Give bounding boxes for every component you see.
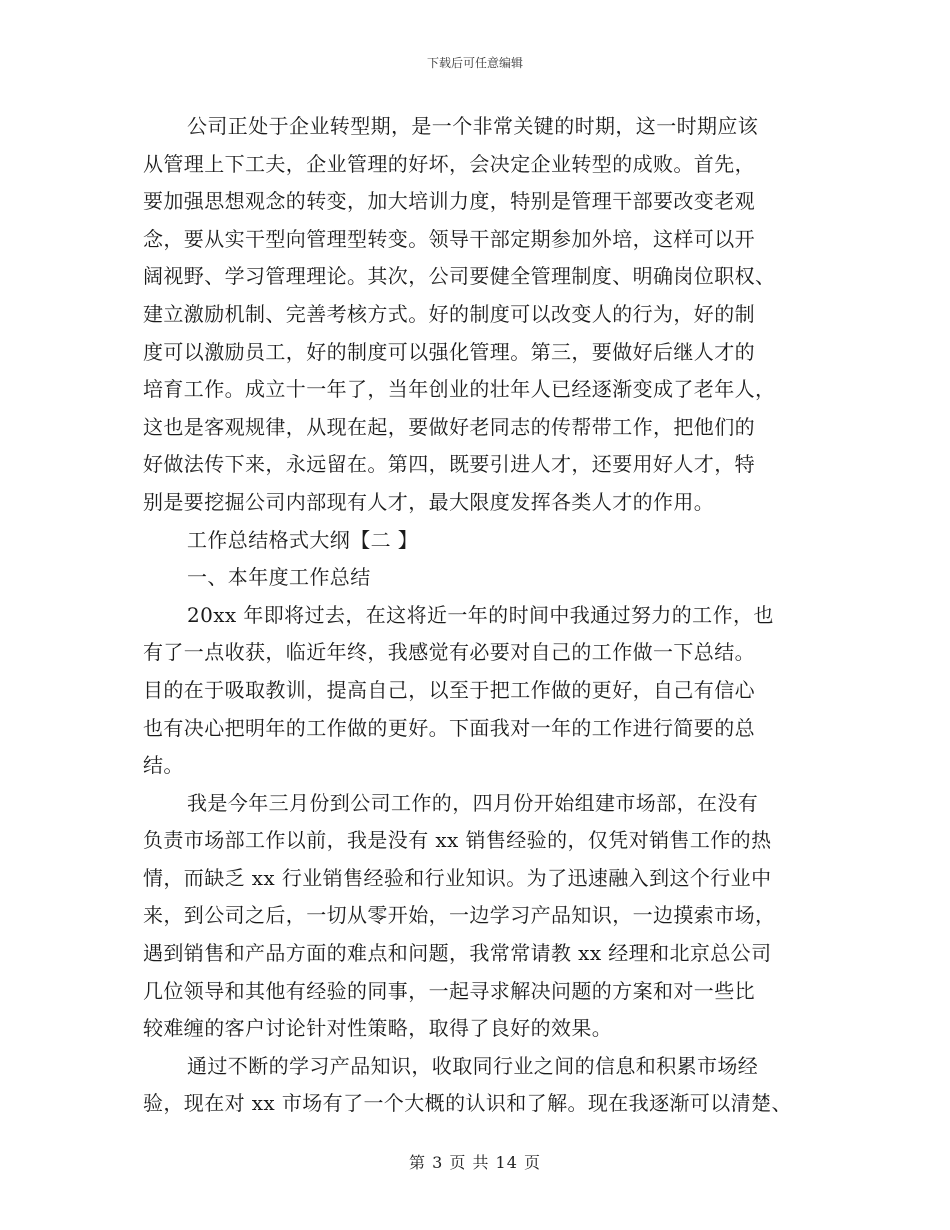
text-line: 培育工作。成立十一年了，当年创业的壮年人已经逐渐变成了老年人， <box>143 377 776 402</box>
text-line: 验，现在对 xx 市场有了一个大概的认识和了解。现在我逐渐可以清楚、 <box>143 1091 792 1116</box>
text-line: 较难缠的客户讨论针对性策略，取得了良好的效果。 <box>143 1016 613 1041</box>
text-line: 通过不断的学习产品知识，收取同行业之间的信息和积累市场经 <box>187 1053 759 1078</box>
text-line: 一、本年度工作总结 <box>187 565 371 590</box>
text-line: 有了一点收获，临近年终，我感觉有必要对自己的工作做一下总结。 <box>143 640 755 665</box>
text-line: 工作总结格式大纲【二 】 <box>187 527 419 552</box>
text-line: 我是今年三月份到公司工作的，四月份开始组建市场部，在没有 <box>187 790 759 815</box>
text-line: 来，到公司之后，一切从零开始，一边学习产品知识，一边摸索市场， <box>143 903 776 928</box>
text-line: 公司正处于企业转型期，是一个非常关键的时期，这一时期应该 <box>187 114 759 138</box>
text-line: 别是要挖掘公司内部现有人才，最大限度发挥各类人才的作用。 <box>143 489 715 514</box>
text-line: 结。 <box>143 753 184 778</box>
text-line: 要加强思想观念的转变，加大培训力度，特别是管理干部要改变老观 <box>143 189 755 214</box>
text-line: 几位领导和其他有经验的同事，一起寻求解决问题的方案和对一些比 <box>143 978 755 1003</box>
text-line: 建立激励机制、完善考核方式。好的制度可以改变人的行为，好的制 <box>143 301 755 326</box>
text-line: 念，要从实干型向管理型转变。领导干部定期参加外培，这样可以开 <box>143 226 755 251</box>
text-line: 负责市场部工作以前，我是没有 xx 销售经验的，仅凭对销售工作的热 <box>143 828 772 853</box>
page-header: 下载后可任意编辑 <box>426 56 523 70</box>
text-line: 目的在于吸取教训，提高自己，以至于把工作做的更好，自己有信心 <box>143 677 755 702</box>
text-line: 也有决心把明年的工作做的更好。下面我对一年的工作进行简要的总 <box>143 715 755 740</box>
page-footer: 第 3 页 共 14 页 <box>409 1153 541 1172</box>
text-line: 好做法传下来，永远留在。第四，既要引进人才，还要用好人才，特 <box>143 452 755 477</box>
text-line: 情，而缺乏 xx 行业销售经验和行业知识。为了迅速融入到这个行业中 <box>143 865 772 890</box>
text-line: 这也是客观规律，从现在起，要做好老同志的传帮带工作，把他们的 <box>143 414 755 439</box>
text-line: 从管理上下工夫，企业管理的好坏，会决定企业转型的成败。首先， <box>143 151 755 176</box>
text-line: 度可以激励员工，好的制度可以强化管理。第三，要做好后继人才的 <box>143 339 755 364</box>
text-line: 20xx 年即将过去，在这将近一年的时间中我通过努力的工作，也 <box>187 602 774 627</box>
text-line: 阔视野、学习管理理论。其次，公司要健全管理制度、明确岗位职权、 <box>143 264 776 289</box>
document-body <box>143 108 823 1123</box>
text-line: 遇到销售和产品方面的难点和问题，我常常请教 xx 经理和北京总公司 <box>143 941 772 966</box>
